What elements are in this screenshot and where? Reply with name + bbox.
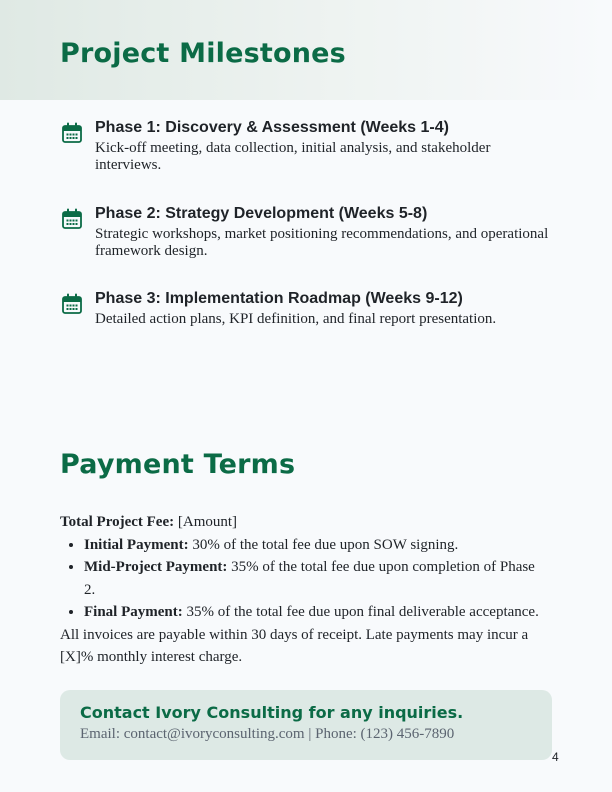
milestone-description: Strategic workshops, market positioning recommendations, and operational framework design.: [95, 226, 549, 259]
payment-text: 35% of the total fee due upon final deliverable acceptance.: [182, 604, 539, 620]
milestone-description: Kick-off meeting, data collection, initial analysis, and stakeholder interviews.: [95, 140, 491, 173]
contact-separator: |: [304, 726, 316, 742]
calendar-icon: [60, 292, 84, 316]
milestone-description: Detailed action plans, KPI definition, and final report presentation.: [95, 311, 497, 327]
contact-box: [60, 690, 552, 760]
payment-terms-body: [60, 511, 540, 669]
payment-text: 35% of the total fee due upon completion of Phase 2.: [84, 559, 535, 598]
milestone-title: Phase 3: Implementation Roadmap (Weeks 9-12): [95, 290, 463, 307]
payment-text: 30% of the total fee due upon SOW signing.: [188, 536, 459, 553]
payment-schedule-list: [60, 534, 540, 624]
milestone-title: Phase 2: Strategy Development (Weeks 5-8): [95, 205, 428, 222]
total-fee-line: [60, 511, 540, 534]
contact-details: [80, 726, 454, 743]
list-item: [84, 556, 540, 601]
list-item: [84, 534, 540, 557]
page-number: 4: [552, 750, 559, 764]
calendar-icon: [60, 207, 84, 231]
total-fee-value: [Amount]: [174, 514, 238, 530]
milestone-title: Phase 1: Discovery & Assessment (Weeks 1-4): [95, 119, 449, 136]
payment-label: Final Payment:: [84, 604, 183, 620]
contact-phone[interactable]: Phone: (123) 456-7890: [315, 726, 455, 742]
page-title: Project Milestones: [60, 38, 346, 69]
payment-label: Initial Payment:: [84, 536, 189, 553]
total-fee-label: Total Project Fee:: [60, 514, 175, 530]
contact-email[interactable]: Email: contact@ivoryconsulting.com: [80, 726, 305, 742]
list-item: [84, 601, 540, 624]
section-title-payment-terms: Payment Terms: [60, 449, 296, 480]
payment-label: Mid-Project Payment:: [84, 559, 228, 575]
invoice-note: All invoices are payable within 30 days of receipt. Late payments may incur a [X]% monthly interest charge.: [60, 626, 529, 665]
contact-title: Contact Ivory Consulting for any inquiries.: [80, 703, 464, 722]
calendar-icon: [60, 121, 84, 145]
